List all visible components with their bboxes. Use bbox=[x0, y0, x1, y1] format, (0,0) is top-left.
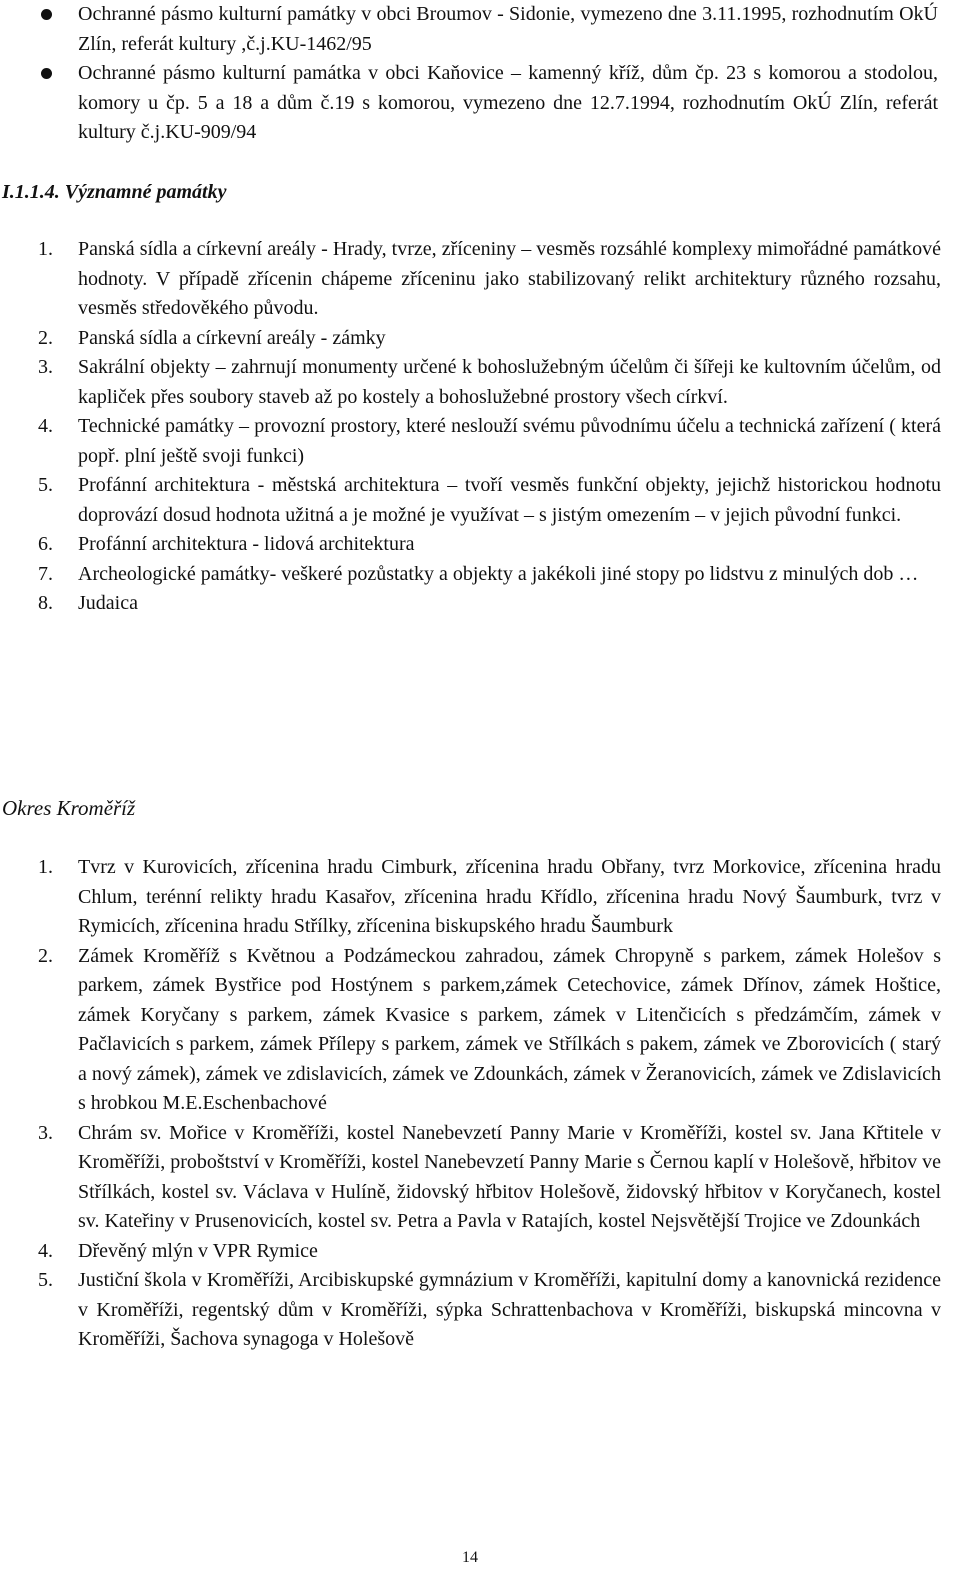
list-item bbox=[38, 942, 941, 1119]
bullet-list bbox=[38, 0, 938, 148]
list-item bbox=[38, 1266, 941, 1355]
item-text: Sakrální objekty – zahrnují monumenty určené k bohoslužebným účelům či šířeji ke kultovním účelům, od kapliček přes soubory staveb až po kostely a bohoslužebné prostory všech církví. bbox=[78, 356, 941, 408]
page-number: 14 bbox=[462, 1549, 478, 1566]
bullet-icon bbox=[41, 9, 52, 20]
item-text: Technické památky – provozní prostory, které neslouží svému původnímu účelu a technická zařízení ( která popř. plní ještě svoji funkci) bbox=[78, 415, 941, 467]
monument-categories-list bbox=[38, 235, 941, 619]
list-item bbox=[38, 324, 941, 354]
item-number: 5. bbox=[38, 1269, 53, 1291]
item-number: 3. bbox=[38, 356, 53, 378]
list-item bbox=[38, 353, 941, 412]
item-number: 4. bbox=[38, 1239, 53, 1262]
list-item bbox=[38, 412, 941, 471]
item-text: Chrám sv. Mořice v Kroměříži, kostel Nanebevzetí Panny Marie v Kroměříži, kostel sv. Jana Křtitele v Kroměříži, proboštství v Kroměříži, kostel Nanebevzetí Panny Marie s Černou kaplí v Holešově, hřbitov ve Střílkách, kostel sv. Václava v Hulíně, židovský hřbitov Holešově, židovský hřbitov v Koryčanech, kostel sv. Kateřiny v Prusenovicích, kostel sv. Petra a Pavla v Ratajích, kostel Nejsvětější Trojice ve Zdounkách bbox=[78, 1121, 941, 1232]
item-number: 2. bbox=[38, 944, 53, 967]
bullet-item bbox=[38, 0, 938, 59]
item-text: Justiční škola v Kroměříži, Arcibiskupské gymnázium v Kroměříži, kapitulní domy a kanovnická rezidence v Kroměříži, regentský dům v Kroměříži, sýpka Schrattenbachova v Kroměříži, biskupská mincovna v Kroměříži, Šachova synagoga v Holešově bbox=[78, 1269, 941, 1350]
list-item bbox=[38, 235, 941, 324]
item-text: Zámek Kroměříž s Květnou a Podzámeckou zahradou, zámek Chropyně s parkem, zámek Holešov s parkem, zámek Bystřice pod Hostýnem s parkem,zámek Cetechovice, zámek Dřínov, zámek Hoštice, zámek Koryčany s parkem, zámek Kvasice s parkem, zámek v Litenčicích s předzámčím, zámek v Pačlavicích s parkem, zámek Přílepy s parkem, zámek ve Střílkách s pakem, zámek ve Zborovicích ( starý a nový zámek), zámek ve zdislavicích, zámek ve Zdounkách, zámek v Žeranovicích, zámek ve Zdislavicích s hrobkou M.E.Eschenbachové bbox=[78, 944, 941, 1114]
item-text: Judaica bbox=[78, 592, 138, 614]
item-text: Archeologické památky- veškeré pozůstatky a objekty a jakékoli jiné stopy po lidstvu z minulých dob … bbox=[78, 562, 919, 585]
item-text: Panská sídla a církevní areály - Hrady, tvrze, zříceniny – vesměs rozsáhlé komplexy mimořádné památkové hodnoty. V případě zřícenin chápeme zříceninu jako stabilizovaný relikt architektury různého rozsahu, vesměs středověkého původu. bbox=[78, 238, 941, 319]
list-item bbox=[38, 589, 941, 619]
item-text: Panská sídla a církevní areály - zámky bbox=[78, 326, 386, 349]
list-item bbox=[38, 853, 941, 942]
district-monuments-list bbox=[38, 853, 941, 1355]
item-number: 6. bbox=[38, 533, 53, 555]
item-number: 1. bbox=[38, 238, 53, 260]
item-number: 8. bbox=[38, 592, 53, 614]
list-item bbox=[38, 471, 941, 530]
list-item bbox=[38, 1119, 941, 1237]
item-number: 1. bbox=[38, 856, 53, 878]
item-number: 4. bbox=[38, 415, 53, 437]
item-number: 5. bbox=[38, 474, 53, 496]
bullet-text: Ochranné pásmo kulturní památky v obci Broumov - Sidonie, vymezeno dne 3.11.1995, rozhodnutím OkÚ Zlín, referát kultury ,č.j.KU-1462/95 bbox=[78, 3, 938, 55]
list-item bbox=[38, 530, 941, 560]
bullet-item bbox=[38, 59, 938, 148]
bullet-icon bbox=[41, 68, 52, 79]
item-text: Profánní architektura - lidová architektura bbox=[78, 533, 415, 555]
bullet-text: Ochranné pásmo kulturní památka v obci Kaňovice – kamenný kříž, dům čp. 23 s komorou a stodolou, komory u čp. 5 a 18 a dům č.19 s komorou, vymezeno dne 12.7.1994, rozhodnutím OkÚ Zlín, referát kultury č.j.KU-909/94 bbox=[78, 62, 938, 143]
list-item bbox=[38, 560, 941, 590]
section-heading: I.1.1.4. Významné památky bbox=[2, 181, 227, 203]
item-text: Tvrz v Kurovicích, zřícenina hradu Cimburk, zřícenina hradu Obřany, tvrz Morkovice, zřícenina hradu Chlum, terénní relikty hradu Kasařov, zřícenina hradu Křídlo, zřícenina hradu Nový Šaumburk, tvrz v Rymicích, zřícenina hradu Střílky, zřícenina biskupského hradu Šaumburk bbox=[78, 856, 941, 937]
list-item bbox=[38, 1237, 941, 1267]
item-number: 3. bbox=[38, 1121, 53, 1144]
item-number: 7. bbox=[38, 562, 53, 585]
item-text: Profánní architektura - městská architektura – tvoří vesměs funkční objekty, jejichž historickou hodnotu doprovází dosud hodnota užitná a je možné je využívat – s jistým omezením – v jejich původní funkci. bbox=[78, 474, 941, 526]
district-heading: Okres Kroměříž bbox=[2, 796, 136, 820]
item-text: Dřevěný mlýn v VPR Rymice bbox=[78, 1239, 318, 1262]
item-number: 2. bbox=[38, 326, 53, 349]
